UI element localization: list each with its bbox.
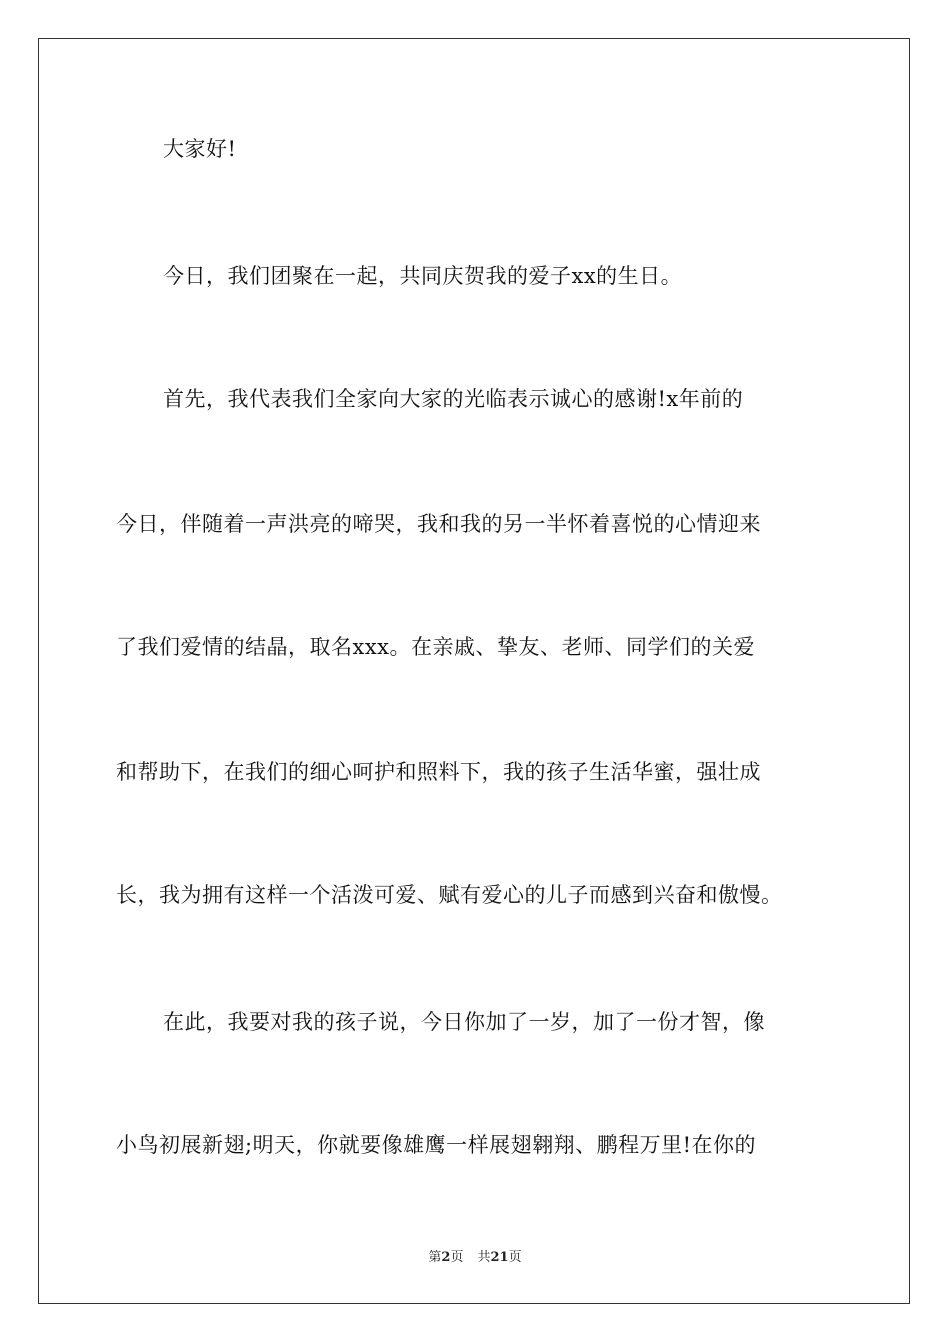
footer-page-prefix: 第: [428, 1250, 442, 1265]
paragraph-line: 首先，我代表我们全家向大家的光临表示诚心的感谢!x年前的: [163, 387, 744, 411]
page-border: [38, 38, 910, 1304]
paragraph-line: 和帮助下，在我们的细心呵护和照料下，我的孩子生活华蜜，强壮成: [116, 760, 761, 784]
footer-page-number: 2: [441, 1250, 451, 1265]
paragraph-line: 在此，我要对我的孩子说，今日你加了一岁，加了一份才智，像: [163, 1010, 765, 1034]
paragraph-line: 今日，伴随着一声洪亮的啼哭，我和我的另一半怀着喜悦的心情迎来: [116, 512, 761, 536]
footer-total-suffix: 页: [508, 1250, 522, 1265]
footer-page-suffix: 页: [450, 1250, 464, 1265]
footer-total-pages: 21: [490, 1250, 509, 1265]
paragraph-greeting: 大家好!: [163, 137, 237, 161]
footer-total-prefix: 共: [477, 1250, 491, 1265]
paragraph-line: 了我们爱情的结晶，取名xxx。在亲戚、挚友、老师、同学们的关爱: [116, 635, 756, 659]
page-footer: [0, 1246, 950, 1265]
paragraph-line: 小鸟初展新翅;明天，你就要像雄鹰一样展翅翱翔、鹏程万里!在你的: [116, 1133, 757, 1157]
paragraph-line: 长，我为拥有这样一个活泼可爱、赋有爱心的儿子而感到兴奋和傲慢。: [116, 883, 783, 907]
paragraph-line: 今日，我们团聚在一起，共同庆贺我的爱子xx的生日。: [163, 264, 683, 288]
